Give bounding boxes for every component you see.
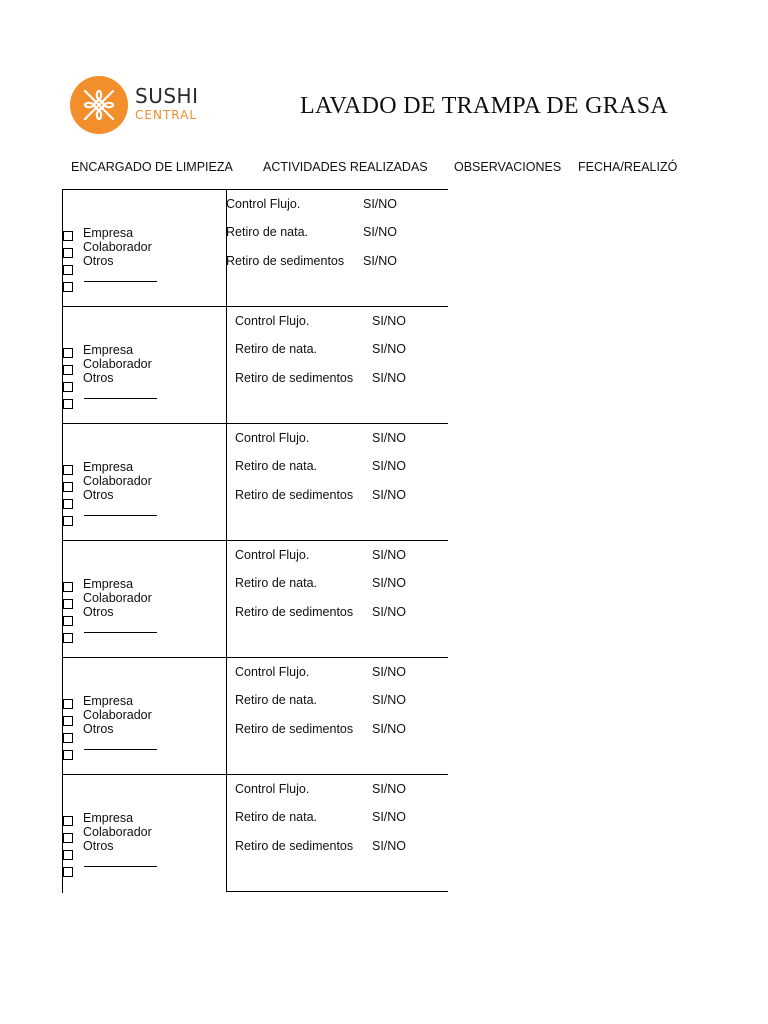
write-in-line[interactable] (84, 515, 157, 516)
checkbox-otros[interactable] (63, 733, 73, 743)
checkbox-other-specify[interactable] (63, 516, 73, 526)
activity-answer: SI/NO (372, 722, 407, 736)
activity-answer: SI/NO (372, 693, 407, 707)
brand-block (135, 86, 198, 122)
cell-divider (226, 306, 227, 423)
write-in-line[interactable] (84, 632, 157, 633)
cell-divider (226, 657, 227, 774)
option-label-otros: Otros (83, 605, 114, 619)
activity-label: Control Flujo. (235, 314, 310, 328)
checkbox-empresa[interactable] (63, 582, 73, 592)
checkbox-otros[interactable] (63, 265, 73, 275)
activity-answer: SI/NO (372, 665, 407, 679)
activity-label: Retiro de nata. (235, 810, 317, 824)
checkbox-empresa[interactable] (63, 231, 73, 241)
checkbox-colaborador[interactable] (63, 482, 73, 492)
activity-label: Retiro de sedimentos (235, 839, 354, 853)
checkbox-other-specify[interactable] (63, 399, 73, 409)
checkbox-otros[interactable] (63, 382, 73, 392)
table-row (62, 306, 448, 423)
option-label-colaborador: Colaborador (83, 708, 152, 722)
cell-divider (226, 540, 227, 657)
checkbox-empresa[interactable] (63, 465, 73, 475)
option-label-colaborador: Colaborador (83, 240, 152, 254)
activity-answer: SI/NO (372, 576, 407, 590)
document-title: LAVADO DE TRAMPA DE GRASA (300, 93, 669, 119)
checkbox-other-specify[interactable] (63, 282, 73, 292)
activity-label: Retiro de sedimentos (235, 722, 354, 736)
column-header-actividades: ACTIVIDADES REALIZADAS (263, 160, 428, 174)
cell-divider (226, 423, 227, 540)
table-row (62, 774, 448, 891)
checkbox-otros[interactable] (63, 616, 73, 626)
option-label-otros: Otros (83, 722, 114, 736)
sushi-central-logo-icon (69, 75, 129, 135)
activity-label: Retiro de nata. (235, 576, 317, 590)
option-label-otros: Otros (83, 488, 114, 502)
activity-answer: SI/NO (363, 254, 398, 268)
brand-subtitle: CENTRAL (135, 108, 198, 122)
activity-answer: SI/NO (372, 314, 407, 328)
checkbox-other-specify[interactable] (63, 867, 73, 877)
option-label-otros: Otros (83, 371, 114, 385)
option-label-colaborador: Colaborador (83, 357, 152, 371)
checkbox-other-specify[interactable] (63, 750, 73, 760)
table-row (62, 540, 448, 657)
column-header-fecha: FECHA/REALIZÓ (578, 160, 678, 174)
option-label-colaborador: Colaborador (83, 591, 152, 605)
option-label-empresa: Empresa (83, 577, 134, 591)
cell-divider (226, 774, 227, 891)
table-row (62, 657, 448, 774)
activity-answer: SI/NO (372, 459, 407, 473)
activity-answer: SI/NO (363, 225, 398, 239)
checkbox-empresa[interactable] (63, 699, 73, 709)
column-header-encargado: ENCARGADO DE LIMPIEZA (71, 160, 233, 174)
checkbox-colaborador[interactable] (63, 365, 73, 375)
option-label-colaborador: Colaborador (83, 825, 152, 839)
checkbox-otros[interactable] (63, 499, 73, 509)
activity-answer: SI/NO (363, 197, 398, 211)
activity-label: Control Flujo. (226, 197, 301, 211)
write-in-line[interactable] (84, 281, 157, 282)
activity-label: Retiro de sedimentos (235, 371, 354, 385)
activity-answer: SI/NO (372, 342, 407, 356)
option-label-otros: Otros (83, 254, 114, 268)
activity-label: Retiro de nata. (226, 225, 308, 239)
activity-label: Retiro de sedimentos (235, 488, 354, 502)
activity-answer: SI/NO (372, 782, 407, 796)
option-label-colaborador: Colaborador (83, 474, 152, 488)
option-label-empresa: Empresa (83, 343, 134, 357)
checkbox-colaborador[interactable] (63, 716, 73, 726)
activity-label: Control Flujo. (235, 548, 310, 562)
checkbox-other-specify[interactable] (63, 633, 73, 643)
option-label-empresa: Empresa (83, 694, 134, 708)
activity-answer: SI/NO (372, 431, 407, 445)
row-separator (226, 891, 448, 892)
option-label-otros: Otros (83, 839, 114, 853)
write-in-line[interactable] (84, 749, 157, 750)
activity-answer: SI/NO (372, 488, 407, 502)
option-label-empresa: Empresa (83, 811, 134, 825)
checkbox-empresa[interactable] (63, 348, 73, 358)
checkbox-otros[interactable] (63, 850, 73, 860)
write-in-line[interactable] (84, 866, 157, 867)
checkbox-colaborador[interactable] (63, 248, 73, 258)
activity-answer: SI/NO (372, 371, 407, 385)
option-label-empresa: Empresa (83, 460, 134, 474)
checkbox-colaborador[interactable] (63, 599, 73, 609)
activity-label: Control Flujo. (235, 431, 310, 445)
activity-answer: SI/NO (372, 810, 407, 824)
table-row (62, 189, 448, 306)
checkbox-empresa[interactable] (63, 816, 73, 826)
activity-label: Retiro de sedimentos (226, 254, 345, 268)
activity-label: Control Flujo. (235, 782, 310, 796)
activity-answer: SI/NO (372, 839, 407, 853)
brand-name: SUSHI (135, 84, 199, 108)
activity-label: Control Flujo. (235, 665, 310, 679)
checkbox-colaborador[interactable] (63, 833, 73, 843)
option-label-empresa: Empresa (83, 226, 134, 240)
activity-answer: SI/NO (372, 548, 407, 562)
activity-label: Retiro de nata. (235, 342, 317, 356)
activity-label: Retiro de nata. (235, 693, 317, 707)
activity-label: Retiro de sedimentos (235, 605, 354, 619)
activity-answer: SI/NO (372, 605, 407, 619)
activity-label: Retiro de nata. (235, 459, 317, 473)
write-in-line[interactable] (84, 398, 157, 399)
table-row (62, 423, 448, 540)
column-header-observaciones: OBSERVACIONES (454, 160, 562, 174)
